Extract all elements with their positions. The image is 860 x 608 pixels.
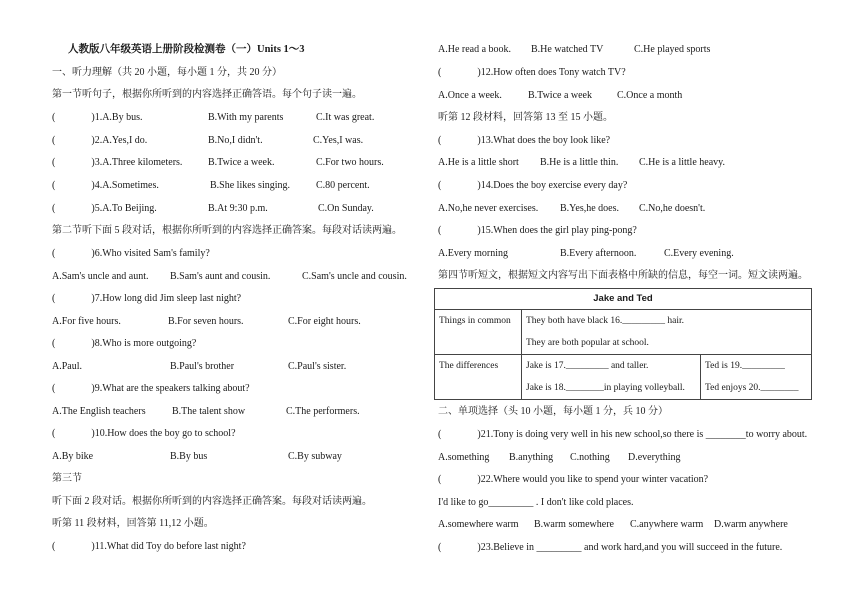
q11-option-b: B.He watched TV [531,44,604,55]
q9-option-c: C.The performers. [286,406,360,417]
q15-option-a: A.Every morning [438,248,508,259]
q6-option-a: A.Sam's uncle and aunt. [52,271,149,282]
q6-option-b: B.Sam's aunt and cousin. [170,271,271,282]
question-22: ( )22.Where would you like to spend your winter vacation? [438,474,709,485]
common-line-2: They are both popular at school. [526,338,649,348]
q21-option-a: A.something [438,452,490,463]
row-common-content [522,310,812,355]
row-differences-jake [522,355,701,400]
part-1-instructions: 第一节听句子，根据你所听到的内容选择正确答语。每个句子读一遍。 [52,89,362,100]
common-line-1: They both have black 16._________ hair. [526,316,685,326]
q7-option-b: B.For seven hours. [168,316,244,327]
q13-option-b: B.He is a little thin. [540,157,619,168]
ted-line-1: Ted is 19._________ [705,361,785,371]
q4-option-c: C.80 percent. [316,180,370,191]
q2-option-c: C.Yes,I was. [313,135,364,146]
q8-option-b: B.Paul's brother [170,361,235,372]
part-4-instructions: 第四节听短文，根据短文内容写出下面表格中所缺的信息，每空一词。短文读两遍。 [438,270,808,281]
q14-option-c: C.No,he doesn't. [639,203,706,214]
q15-option-c: C.Every evening. [664,248,734,259]
q1-option-c: C.It was great. [316,112,375,123]
q10-option-c: C.By subway [288,451,342,462]
q11-option-a: A.He read a book. [438,44,512,55]
question-14: ( )14.Does the boy exercise every day? [438,180,628,191]
q1-option-b: B.With my parents [208,112,284,123]
part-3-heading: 第三节 [52,473,82,484]
page-title: 人教版八年级英语上册阶段检测卷（一）Units 1～3 [68,44,305,55]
q22-answer-prompt: I'd like to go_________ . I don't like cold places. [438,497,634,508]
question-8: ( )8.Who is more outgoing? [52,338,197,349]
question-12: ( )12.How often does Tony watch TV? [438,67,626,78]
section-1-heading: 一、听力理解（共 20 小题，每小题 1 分，共 20 分） [52,67,282,78]
q10-option-b: B.By bus [170,451,208,462]
q3-option-c: C.For two hours. [316,157,384,168]
q5-option-b: B.At 9:30 p.m. [208,203,268,214]
sub-instructions-13-15: 听第 12 段材料，回答第 13 至 15 小题。 [438,112,613,123]
question-4: ( )4.A.Sometimes. [52,180,159,191]
q21-option-d: D.everything [628,452,681,463]
jake-line-1: Jake is 17._________ and taller. [526,361,649,371]
question-11: ( )11.What did Toy do before last night? [52,541,246,552]
q11-option-c: C.He played sports [634,44,711,55]
q12-option-b: B.Twice a week [528,90,592,101]
question-15: ( )15.When does the girl play ping-pong? [438,225,637,236]
q9-option-a: A.The English teachers [52,406,146,417]
question-2: ( )2.A.Yes,I do. [52,135,148,146]
row-differences-ted [701,355,812,400]
question-6: ( )6.Who visited Sam's family? [52,248,210,259]
question-7: ( )7.How long did Jim sleep last night? [52,293,242,304]
q2-option-b: B.No,I didn't. [208,135,263,146]
q15-option-b: B.Every afternoon. [560,248,637,259]
q6-option-c: C.Sam's uncle and cousin. [302,271,407,282]
row-common-label: Things in common [435,310,522,355]
q13-option-c: C.He is a little heavy. [639,157,725,168]
q7-option-c: C.For eight hours. [288,316,361,327]
q3-option-b: B.Twice a week. [208,157,275,168]
q5-option-c: C.On Sunday. [318,203,374,214]
question-5: ( )5.A.To Beijing. [52,203,157,214]
q22-option-a: A.somewhere warm [438,519,519,530]
ted-line-2: Ted enjoys 20.________ [705,383,799,393]
q8-option-c: C.Paul's sister. [288,361,347,372]
q22-option-c: C.anywhere warm [630,519,704,530]
section-2-heading: 二、单项选择（头 10 小题，每小题 1 分，兵 10 分） [438,406,668,417]
q7-option-a: A.For five hours. [52,316,121,327]
question-3: ( )3.A.Three kilometers. [52,157,183,168]
part-2-instructions: 第二节听下面 5 段对话，根据你所听到的内容选择正确答案。每段对话读两遍。 [52,225,402,236]
jake-line-2: Jake is 18.________in playing volleyball. [526,383,685,393]
q12-option-a: A.Once a week. [438,90,502,101]
q8-option-a: A.Paul. [52,361,82,372]
question-23: ( )23.Believe in _________ and work hard,and you will succeed in the future. [438,542,783,553]
q14-option-b: B.Yes,he does. [560,203,619,214]
q12-option-c: C.Once a month [617,90,683,101]
q22-option-b: B.warm somewhere [534,519,614,530]
q10-option-a: A.By bike [52,451,94,462]
q9-option-b: B.The talent show [172,406,246,417]
part-3-instructions: 听下面 2 段对话。根据你所听到的内容选择正确答案。每段对话读两遍。 [52,496,372,507]
q21-option-c: C.nothing [570,452,610,463]
table-header: Jake and Ted [435,289,812,310]
q4-option-b: B.She likes singing. [210,180,291,191]
part-3-sub-instructions: 听第 11 段材料，回答第 11,12 小题。 [52,518,214,529]
question-21: ( )21.Tony is doing very well in his new school,so there is ________to worry about. [438,429,808,440]
question-1: ( )1.A.By bus. [52,112,143,123]
question-9: ( )9.What are the speakers talking about? [52,383,250,394]
question-10: ( )10.How does the boy go to school? [52,428,236,439]
question-13: ( )13.What does the boy look like? [438,135,611,146]
q22-option-d: D.warm anywhere [714,519,788,530]
row-differences-label: The differences [435,355,522,400]
info-table [434,288,812,400]
q13-option-a: A.He is a little short [438,157,519,168]
q14-option-a: A.No,he never exercises. [438,203,539,214]
q21-option-b: B.anything [509,452,554,463]
